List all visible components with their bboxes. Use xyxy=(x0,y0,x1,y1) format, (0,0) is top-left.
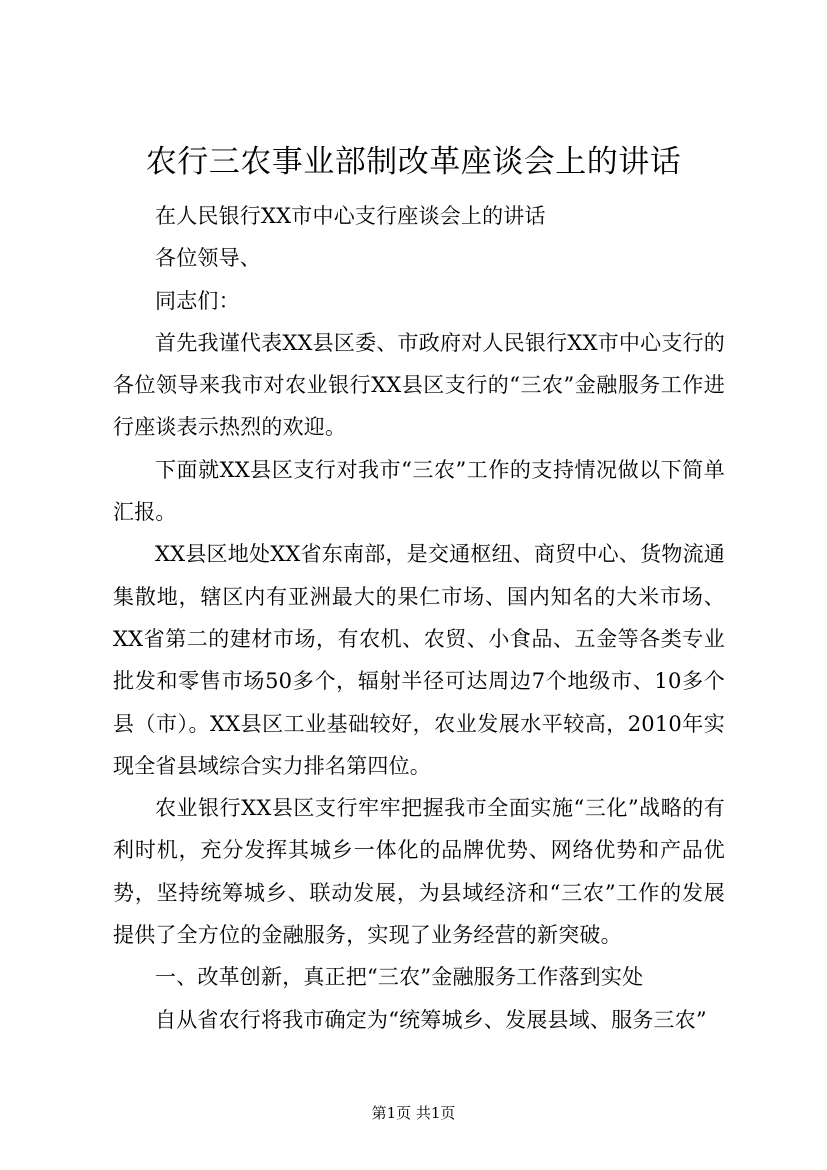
paragraph-salutation-comrades: 同志们： xyxy=(155,288,240,313)
paragraph-salutation-leaders: 各位领导、 xyxy=(155,246,261,271)
paragraph-report-intro: 下面就XX县区支行对我市“三农”工作的支持情况做以下简单汇报。 xyxy=(113,457,725,525)
paragraph-bank-strategy: 农业银行XX县区支行牢牢把握我市全面实施“三化”战略的有利时机，充分发挥其城乡一体化的品牌优势、网络优势和产品优势，坚持统筹城乡、联动发展，为县域经济和“三农”工作的发展提供了全方位的金融服务，实现了业务经营的新突破。 xyxy=(113,796,725,948)
paragraph-county-overview: XX县区地处XX省东南部，是交通枢纽、商贸中心、货物流通集散地，辖区内有亚洲最大的果仁市场、国内知名的大米市场、XX省第二的建材市场，有农机、农贸、小食品、五金等各类专业批发和零售市场50多个，辐射半径可达周边7个地级市、10多个县（市）。XX县区工业基础较好，农业发展水平较高，2010年实现全省县域综合实力排名第四位。 xyxy=(113,542,725,778)
document-title: 农行三农事业部制改革座谈会上的讲话 xyxy=(145,144,682,180)
document-body xyxy=(113,195,725,1041)
page-footer: 第1页 共1页 xyxy=(371,1104,456,1122)
paragraph-section-heading: 一、改革创新，真正把“三农”金融服务工作落到实处 xyxy=(155,965,644,990)
paragraph-subtitle: 在人民银行XX市中心支行座谈会上的讲话 xyxy=(155,204,546,228)
paragraph-welcome: 首先我谨代表XX县区委、市政府对人民银行XX市中心支行的各位领导来我市对农业银行XX县区支行的“三农”金融服务工作进行座谈表示热烈的欢迎。 xyxy=(113,330,725,440)
paragraph-section-body: 自从省农行将我市确定为“统筹城乡、发展县域、服务三农” xyxy=(155,1007,707,1032)
